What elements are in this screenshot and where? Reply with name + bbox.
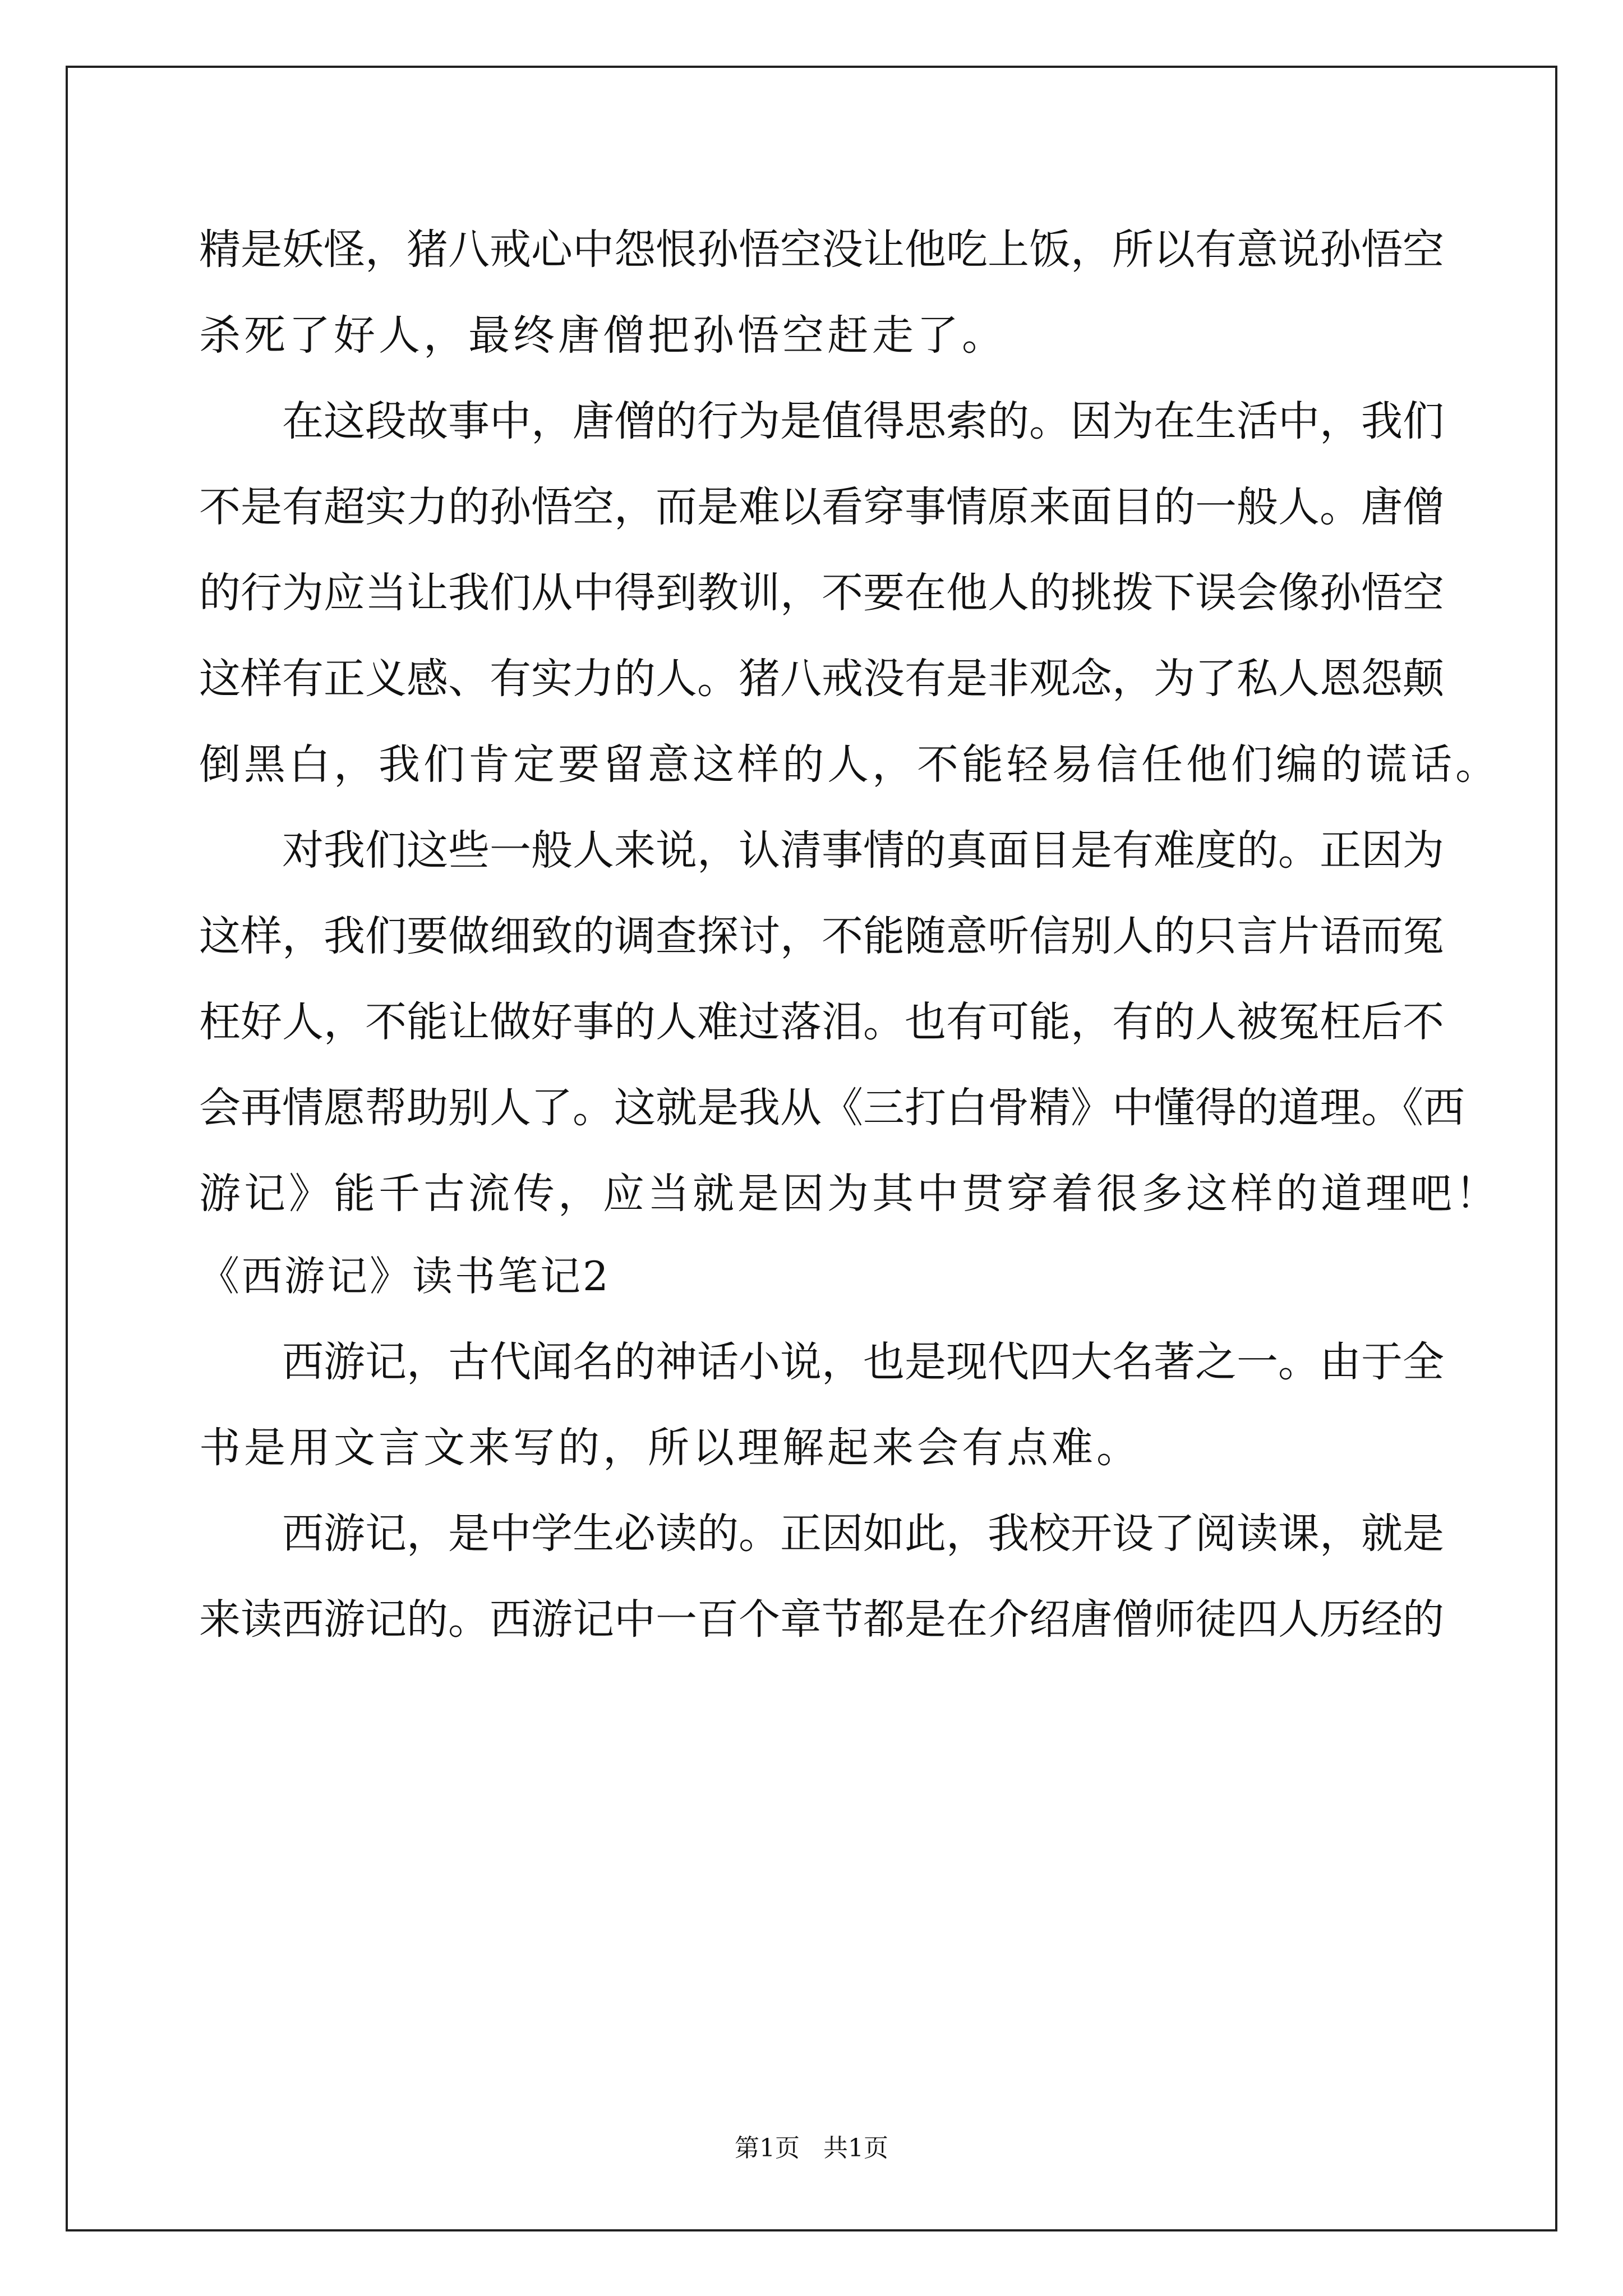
text-line: 枉好人，不能让做好事的人难过落泪。也有可能，有的人被冤枉后不 bbox=[199, 998, 1444, 1046]
text-line: 的行为应当让我们从中得到教训，不要在他人的挑拨下误会像孙悟空 bbox=[199, 569, 1444, 617]
paragraph-first-line: 西游记，是中学生必读的。正因如此，我校开设了阅读课，就是 bbox=[282, 1510, 1444, 1558]
text-line: 杀死了好人，最终唐僧把孙悟空赶走了。 bbox=[199, 311, 1007, 360]
text-line: 书是用文言文来写的，所以理解起来会有点难。 bbox=[199, 1424, 1141, 1472]
page-total: 共1页 bbox=[823, 2134, 888, 2162]
page-number: 第1页 bbox=[735, 2134, 800, 2162]
paragraph-first-line: 西游记，古代闻名的神话小说，也是现代四大名著之一。由于全 bbox=[282, 1338, 1444, 1386]
text-line: 来读西游记的。西游记中一百个章节都是在介绍唐僧师徒四人历经的 bbox=[199, 1595, 1444, 1644]
text-line: 这样，我们要做细致的调查探讨，不能随意听信别人的只言片语而冤 bbox=[199, 912, 1444, 960]
text-line: 倒黑白，我们肯定要留意这样的人，不能轻易信任他们编的谎话。 bbox=[199, 740, 1500, 789]
text-line: 游记》能千古流传，应当就是因为其中贯穿着很多这样的道理吧！ bbox=[199, 1170, 1500, 1218]
section-heading: 《西游记》读书笔记2 bbox=[199, 1253, 611, 1300]
paragraph-first-line: 在这段故事中，唐僧的行为是值得思索的。因为在生活中，我们 bbox=[282, 397, 1444, 445]
page-footer bbox=[0, 2132, 1623, 2165]
text-line: 精是妖怪，猪八戒心中怨恨孙悟空没让他吃上饭，所以有意说孙悟空 bbox=[199, 226, 1444, 274]
text-line: 不是有超实力的孙悟空，而是难以看穿事情原来面目的一般人。唐僧 bbox=[199, 483, 1444, 531]
text-line: 会再情愿帮助别人了。这就是我从《三打白骨精》中懂得的道理。《西 bbox=[199, 1084, 1465, 1132]
paragraph-first-line: 对我们这些一般人来说，认清事情的真面目是有难度的。正因为 bbox=[282, 826, 1444, 875]
text-line: 这样有正义感、有实力的人。猪八戒没有是非观念，为了私人恩怨颠 bbox=[199, 655, 1444, 703]
